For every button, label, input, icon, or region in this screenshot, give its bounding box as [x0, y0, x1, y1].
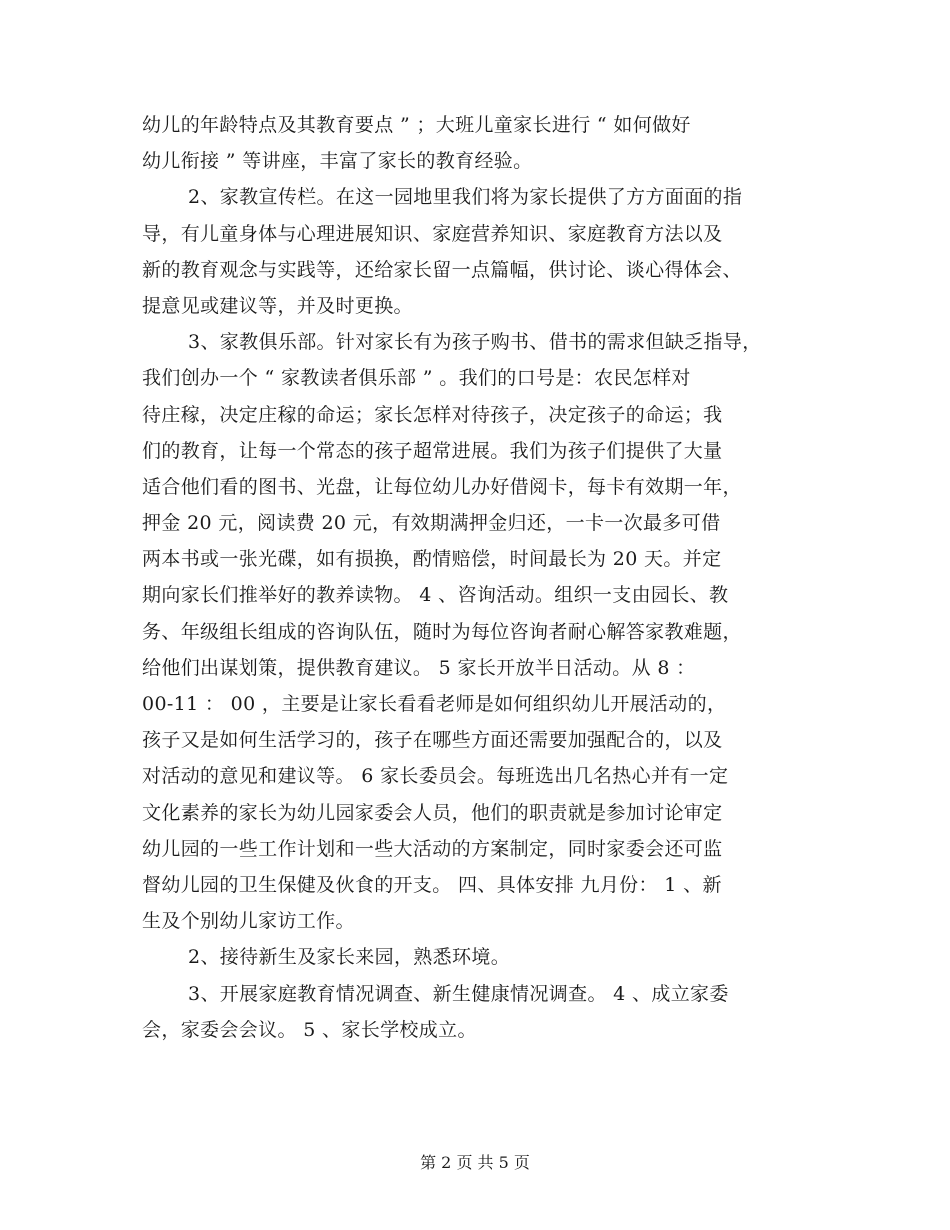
text-line-25: 3、开展家庭教育情况调查、新生健康情况调查。 4 、成立家委	[188, 982, 729, 1005]
text-line-16: 给他们出谋划策，提供教育建议。 5 家长开放半日活动。从 8 ：	[142, 656, 696, 679]
document-body	[142, 107, 812, 1048]
text-line-12: 押金 20 元，阅读费 20 元，有效期满押金归还，一卡一次最多可借	[142, 512, 721, 535]
text-line-2: 幼儿衔接 ” 等讲座，丰富了家长的教育经验。	[142, 150, 533, 173]
text-line-22: 督幼儿园的卫生保健及伙食的开支。 四、具体安排 九月份： 1 、新	[142, 873, 722, 896]
text-line-17: 00-11 ： 00 ，主要是让家长看看老师是如何组织幼儿开展活动的，	[142, 693, 727, 715]
text-line-3: 2、家教宣传栏。在这一园地里我们将为家长提供了方方面面的指	[188, 186, 743, 209]
text-line-18: 孩子又是如何生活学习的，孩子在哪些方面还需要加强配合的，以及	[142, 729, 723, 752]
text-line-15: 务、年级组长组成的咨询队伍，随时为每位咨询者耐心解答家教难题，	[142, 620, 742, 643]
text-line-11: 适合他们看的图书、光盘，让每位幼儿办好借阅卡，每卡有效期一年，	[142, 475, 742, 498]
text-line-9: 待庄稼，决定庄稼的命运；家长怎样对待孩子，决定孩子的命运；我	[142, 403, 723, 426]
text-line-5: 新的教育观念与实践等，还给家长留一点篇幅，供讨论、谈心得体会、	[142, 258, 742, 281]
text-line-13: 两本书或一张光碟，如有损换，酌情赔偿，时间最长为 20 天。并定	[142, 548, 722, 571]
text-line-20: 文化素养的家长为幼儿园家委会人员，他们的职责就是参加讨论审定	[142, 801, 723, 824]
text-line-6: 提意见或建议等，并及时更换。	[142, 294, 413, 317]
text-line-19: 对活动的意见和建议等。 6 家长委员会。每班选出几名热心并有一定	[142, 765, 729, 788]
page-number-footer: 第 2 页 共 5 页	[420, 1153, 530, 1172]
text-line-14: 期向家长们推举好的教养读物。 4 、咨询活动。组织一支由园长、教	[142, 584, 729, 607]
text-line-10: 们的教育，让每一个常态的孩子超常进展。我们为孩子们提供了大量	[142, 439, 723, 462]
text-line-7: 3、家教俱乐部。针对家长有为孩子购书、借书的需求但缺乏指导，	[188, 331, 762, 354]
text-line-8: 我们创办一个 “ 家教读者俱乐部 ” 。我们的口号是：农民怎样对	[142, 367, 691, 390]
text-line-23: 生及个别幼儿家访工作。	[142, 910, 355, 933]
text-line-24: 2、接待新生及家长来园，熟悉环境。	[188, 946, 511, 969]
text-line-26: 会，家委会会议。 5 、家长学校成立。	[142, 1018, 477, 1041]
text-line-1: 幼儿的年龄特点及其教育要点 ” ；大班儿童家长进行 “ 如何做好	[142, 114, 691, 136]
text-line-4: 导，有儿童身体与心理进展知识、家庭营养知识、家庭教育方法以及	[142, 222, 723, 245]
text-line-21: 幼儿园的一些工作计划和一些大活动的方案制定，同时家委会还可监	[142, 837, 723, 860]
